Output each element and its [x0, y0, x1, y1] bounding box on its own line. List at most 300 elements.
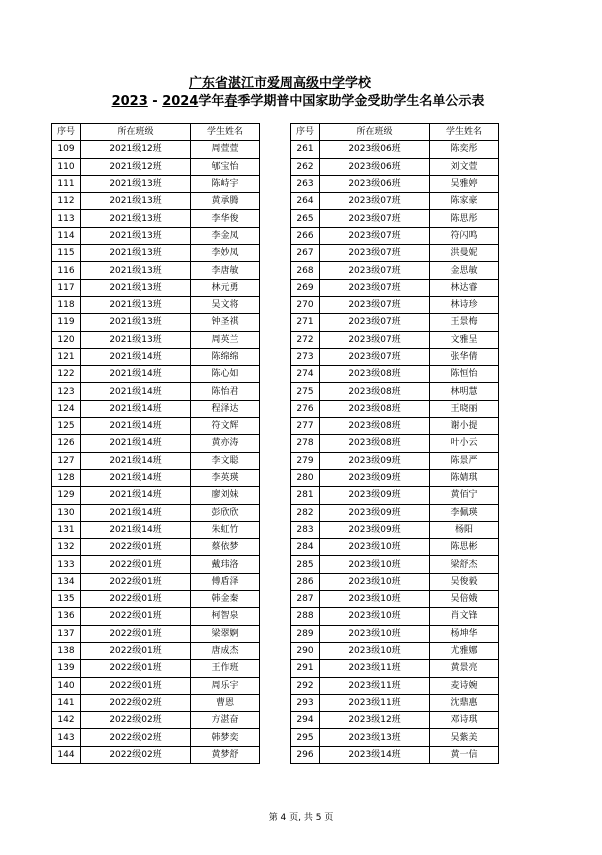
class-cell: 2023级08班 — [320, 435, 430, 452]
student-name-cell: 林元勇 — [191, 279, 260, 296]
seq-cell: 266 — [291, 227, 320, 244]
title-rest: 季学期普中国家助学金受助学生名单公示表 — [237, 94, 485, 109]
class-cell: 2021级12班 — [81, 158, 191, 175]
class-cell: 2023级07班 — [320, 296, 430, 313]
roster-table-right — [290, 123, 499, 764]
table-row — [291, 383, 499, 400]
student-name-cell: 王晓丽 — [430, 400, 499, 417]
class-cell: 2021级14班 — [81, 383, 191, 400]
seq-cell: 133 — [52, 556, 81, 573]
seq-cell: 270 — [291, 296, 320, 313]
class-cell: 2021级14班 — [81, 418, 191, 435]
student-name-cell: 朱虹竹 — [191, 521, 260, 538]
table-row — [52, 435, 260, 452]
seq-cell: 119 — [52, 314, 81, 331]
class-cell: 2023级08班 — [320, 383, 430, 400]
seq-cell: 262 — [291, 158, 320, 175]
student-name-cell: 戴玮洛 — [191, 556, 260, 573]
table-row — [52, 591, 260, 608]
table-row — [291, 694, 499, 711]
class-cell: 2021级14班 — [81, 435, 191, 452]
student-name-cell: 程泽达 — [191, 400, 260, 417]
student-name-cell: 陈峙宇 — [191, 175, 260, 192]
table-row — [291, 418, 499, 435]
class-cell: 2023级06班 — [320, 175, 430, 192]
class-cell: 2023级08班 — [320, 366, 430, 383]
class-cell: 2021级13班 — [81, 262, 191, 279]
season: 春 — [224, 94, 238, 109]
seq-cell: 120 — [52, 331, 81, 348]
seq-cell: 111 — [52, 175, 81, 192]
seq-cell: 278 — [291, 435, 320, 452]
student-name-cell: 蔡依梦 — [191, 539, 260, 556]
class-cell: 2023级10班 — [320, 573, 430, 590]
table-row — [52, 418, 260, 435]
seq-cell: 122 — [52, 366, 81, 383]
table-row — [52, 712, 260, 729]
class-cell: 2022级02班 — [81, 694, 191, 711]
table-row — [52, 210, 260, 227]
student-name-cell: 陈心如 — [191, 366, 260, 383]
class-cell: 2022级01班 — [81, 642, 191, 659]
student-name-cell: 彭欣欣 — [191, 504, 260, 521]
seq-cell: 135 — [52, 591, 81, 608]
year-start: 2023 — [111, 94, 148, 109]
table-header-row — [291, 124, 499, 141]
class-cell: 2021级14班 — [81, 469, 191, 486]
student-name-cell: 吴雅婷 — [430, 175, 499, 192]
student-name-cell: 李金凤 — [191, 227, 260, 244]
class-cell: 2022级01班 — [81, 556, 191, 573]
student-name-cell: 李华俊 — [191, 210, 260, 227]
student-name-cell: 廖刘妹 — [191, 487, 260, 504]
student-name-cell: 林达睿 — [430, 279, 499, 296]
student-name-cell: 柯智泉 — [191, 608, 260, 625]
table-row — [291, 366, 499, 383]
seq-cell: 269 — [291, 279, 320, 296]
student-name-cell: 沈鼎惠 — [430, 694, 499, 711]
seq-cell: 114 — [52, 227, 81, 244]
student-name-cell: 吴文将 — [191, 296, 260, 313]
student-name-cell: 陈婧琪 — [430, 469, 499, 486]
student-name-cell: 李妙凤 — [191, 245, 260, 262]
seq-cell: 282 — [291, 504, 320, 521]
student-name-cell: 韩金秦 — [191, 591, 260, 608]
student-name-cell: 李文聪 — [191, 452, 260, 469]
seq-cell: 296 — [291, 746, 320, 763]
class-cell: 2022级02班 — [81, 712, 191, 729]
student-name-cell: 杨坤华 — [430, 625, 499, 642]
table-row — [52, 400, 260, 417]
table-row — [52, 746, 260, 763]
table-row — [52, 521, 260, 538]
seq-cell: 125 — [52, 418, 81, 435]
seq-cell: 292 — [291, 677, 320, 694]
student-name-cell: 杨阳 — [430, 521, 499, 538]
student-name-cell: 陈景严 — [430, 452, 499, 469]
table-row — [291, 487, 499, 504]
table-row — [52, 729, 260, 746]
seq-cell: 280 — [291, 469, 320, 486]
student-name-cell: 方湛奋 — [191, 712, 260, 729]
table-row — [52, 158, 260, 175]
student-name-cell: 郇宝怡 — [191, 158, 260, 175]
seq-cell: 132 — [52, 539, 81, 556]
class-cell: 2022级01班 — [81, 591, 191, 608]
class-cell: 2021级14班 — [81, 366, 191, 383]
student-name-cell: 王景梅 — [430, 314, 499, 331]
year-end: 2024 — [162, 94, 199, 109]
seq-cell: 264 — [291, 193, 320, 210]
class-cell: 2021级13班 — [81, 331, 191, 348]
class-cell: 2021级13班 — [81, 279, 191, 296]
class-cell: 2023级07班 — [320, 227, 430, 244]
table-row — [291, 504, 499, 521]
header-seq: 序号 — [52, 124, 81, 141]
class-cell: 2021级13班 — [81, 175, 191, 192]
student-name-cell: 林明慧 — [430, 383, 499, 400]
year-dash: - — [147, 94, 163, 109]
seq-cell: 271 — [291, 314, 320, 331]
seq-cell: 281 — [291, 487, 320, 504]
header-name: 学生姓名 — [191, 124, 260, 141]
header-name: 学生姓名 — [430, 124, 499, 141]
seq-cell: 276 — [291, 400, 320, 417]
table-row — [291, 210, 499, 227]
class-cell: 2023级11班 — [320, 677, 430, 694]
seq-cell: 287 — [291, 591, 320, 608]
seq-cell: 140 — [52, 677, 81, 694]
year-word: 学年 — [198, 94, 225, 109]
class-cell: 2023级07班 — [320, 279, 430, 296]
table-row — [291, 521, 499, 538]
seq-cell: 284 — [291, 539, 320, 556]
table-row — [291, 296, 499, 313]
table-row — [52, 504, 260, 521]
seq-cell: 138 — [52, 642, 81, 659]
student-name-cell: 周英兰 — [191, 331, 260, 348]
class-cell: 2021级13班 — [81, 210, 191, 227]
class-cell: 2023级09班 — [320, 504, 430, 521]
seq-cell: 118 — [52, 296, 81, 313]
table-row — [291, 245, 499, 262]
class-cell: 2021级13班 — [81, 314, 191, 331]
table-row — [291, 227, 499, 244]
student-name-cell: 周乐宇 — [191, 677, 260, 694]
class-cell: 2023级10班 — [320, 539, 430, 556]
class-cell: 2023级09班 — [320, 469, 430, 486]
student-name-cell: 黄承腾 — [191, 193, 260, 210]
student-name-cell: 陈思彤 — [430, 210, 499, 227]
student-name-cell: 陈绵绵 — [191, 348, 260, 365]
table-row — [291, 331, 499, 348]
seq-cell: 295 — [291, 729, 320, 746]
class-cell: 2023级14班 — [320, 746, 430, 763]
class-cell: 2021级12班 — [81, 141, 191, 158]
student-name-cell: 黄亦涛 — [191, 435, 260, 452]
seq-cell: 268 — [291, 262, 320, 279]
student-name-cell: 韩梦奕 — [191, 729, 260, 746]
class-cell: 2023级08班 — [320, 400, 430, 417]
seq-cell: 139 — [52, 660, 81, 677]
table-row — [291, 314, 499, 331]
class-cell: 2023级07班 — [320, 193, 430, 210]
table-row — [52, 262, 260, 279]
class-cell: 2021级14班 — [81, 348, 191, 365]
class-cell: 2021级14班 — [81, 487, 191, 504]
table-row — [291, 141, 499, 158]
table-row — [52, 193, 260, 210]
seq-cell: 142 — [52, 712, 81, 729]
class-cell: 2023级07班 — [320, 210, 430, 227]
table-row — [52, 539, 260, 556]
table-row — [291, 591, 499, 608]
table-row — [52, 573, 260, 590]
header-class: 所在班级 — [81, 124, 191, 141]
class-cell: 2021级14班 — [81, 504, 191, 521]
seq-cell: 137 — [52, 625, 81, 642]
table-row — [52, 469, 260, 486]
student-name-cell: 张华倩 — [430, 348, 499, 365]
table-row — [291, 539, 499, 556]
table-row — [52, 314, 260, 331]
table-row — [52, 366, 260, 383]
school-suffix: 学校 — [345, 76, 372, 91]
class-cell: 2022级02班 — [81, 729, 191, 746]
class-cell: 2023级09班 — [320, 452, 430, 469]
class-cell: 2023级11班 — [320, 694, 430, 711]
seq-cell: 279 — [291, 452, 320, 469]
student-name-cell: 王作班 — [191, 660, 260, 677]
student-name-cell: 邓诗琪 — [430, 712, 499, 729]
seq-cell: 275 — [291, 383, 320, 400]
student-name-cell: 梁翠婀 — [191, 625, 260, 642]
student-name-cell: 吴倍娥 — [430, 591, 499, 608]
student-name-cell: 傅盾泽 — [191, 573, 260, 590]
seq-cell: 134 — [52, 573, 81, 590]
student-name-cell: 曹恩 — [191, 694, 260, 711]
table-row — [52, 348, 260, 365]
table-row — [52, 279, 260, 296]
seq-cell: 129 — [52, 487, 81, 504]
class-cell: 2022级01班 — [81, 573, 191, 590]
school-name: 爱周高级中学 — [267, 76, 346, 91]
class-cell: 2023级12班 — [320, 712, 430, 729]
seq-cell: 123 — [52, 383, 81, 400]
class-cell: 2023级10班 — [320, 608, 430, 625]
student-name-cell: 文雅呈 — [430, 331, 499, 348]
student-name-cell: 麦诗婉 — [430, 677, 499, 694]
roster-table-left — [51, 123, 260, 764]
table-row — [291, 435, 499, 452]
table-row — [291, 729, 499, 746]
seq-cell: 277 — [291, 418, 320, 435]
class-cell: 2023级13班 — [320, 729, 430, 746]
table-row — [291, 279, 499, 296]
table-row — [291, 746, 499, 763]
student-name-cell: 吴俊毅 — [430, 573, 499, 590]
seq-cell: 283 — [291, 521, 320, 538]
class-cell: 2023级10班 — [320, 642, 430, 659]
table-row — [52, 245, 260, 262]
class-cell: 2023级09班 — [320, 521, 430, 538]
seq-cell: 274 — [291, 366, 320, 383]
seq-cell: 126 — [52, 435, 81, 452]
table-row — [52, 227, 260, 244]
class-cell: 2021级14班 — [81, 521, 191, 538]
seq-cell: 293 — [291, 694, 320, 711]
student-name-cell: 钟圣祺 — [191, 314, 260, 331]
student-name-cell: 谢小提 — [430, 418, 499, 435]
table-row — [52, 452, 260, 469]
class-cell: 2023级07班 — [320, 314, 430, 331]
table-row — [291, 262, 499, 279]
seq-cell: 261 — [291, 141, 320, 158]
student-name-cell: 陈家豪 — [430, 193, 499, 210]
class-cell: 2023级07班 — [320, 245, 430, 262]
class-cell: 2022级01班 — [81, 677, 191, 694]
class-cell: 2023级06班 — [320, 158, 430, 175]
seq-cell: 116 — [52, 262, 81, 279]
student-name-cell: 黄景亮 — [430, 660, 499, 677]
seq-cell: 136 — [52, 608, 81, 625]
student-name-cell: 刘文萱 — [430, 158, 499, 175]
table-row — [291, 660, 499, 677]
seq-cell: 294 — [291, 712, 320, 729]
table-row — [52, 175, 260, 192]
student-name-cell: 陈奕彤 — [430, 141, 499, 158]
table-row — [52, 383, 260, 400]
seq-cell: 267 — [291, 245, 320, 262]
table-row — [291, 193, 499, 210]
seq-cell: 272 — [291, 331, 320, 348]
table-row — [52, 556, 260, 573]
student-name-cell: 周萱萱 — [191, 141, 260, 158]
table-row — [52, 694, 260, 711]
document-title-line-1 — [150, 72, 410, 91]
seq-cell: 117 — [52, 279, 81, 296]
student-name-cell: 陈思彬 — [430, 539, 499, 556]
seq-cell: 285 — [291, 556, 320, 573]
seq-cell: 144 — [52, 746, 81, 763]
table-row — [291, 573, 499, 590]
class-cell: 2021级13班 — [81, 227, 191, 244]
seq-cell: 112 — [52, 193, 81, 210]
table-row — [291, 175, 499, 192]
seq-cell: 131 — [52, 521, 81, 538]
student-name-cell: 叶小云 — [430, 435, 499, 452]
class-cell: 2022级01班 — [81, 625, 191, 642]
table-row — [52, 331, 260, 348]
table-header-row — [52, 124, 260, 141]
class-cell: 2023级06班 — [320, 141, 430, 158]
class-cell: 2021级14班 — [81, 452, 191, 469]
city-name: 湛江市 — [227, 76, 267, 91]
seq-cell: 289 — [291, 625, 320, 642]
seq-cell: 286 — [291, 573, 320, 590]
table-row — [291, 452, 499, 469]
table-row — [52, 660, 260, 677]
student-name-cell: 林诗珍 — [430, 296, 499, 313]
seq-cell: 121 — [52, 348, 81, 365]
seq-cell: 291 — [291, 660, 320, 677]
seq-cell: 115 — [52, 245, 81, 262]
table-row — [52, 487, 260, 504]
student-name-cell: 吴紫美 — [430, 729, 499, 746]
class-cell: 2023级10班 — [320, 591, 430, 608]
seq-cell: 113 — [52, 210, 81, 227]
table-row — [291, 608, 499, 625]
table-row — [52, 677, 260, 694]
student-name-cell: 李佩瑛 — [430, 504, 499, 521]
student-name-cell: 陈怡君 — [191, 383, 260, 400]
class-cell: 2021级13班 — [81, 245, 191, 262]
table-row — [52, 141, 260, 158]
student-name-cell: 金思敏 — [430, 262, 499, 279]
table-row — [291, 642, 499, 659]
header-seq: 序号 — [291, 124, 320, 141]
province-name: 广东省 — [188, 76, 228, 91]
table-row — [52, 296, 260, 313]
seq-cell: 110 — [52, 158, 81, 175]
table-row — [52, 625, 260, 642]
table-row — [291, 158, 499, 175]
table-row — [291, 556, 499, 573]
seq-cell: 263 — [291, 175, 320, 192]
table-row — [291, 348, 499, 365]
seq-cell: 128 — [52, 469, 81, 486]
class-cell: 2022级02班 — [81, 746, 191, 763]
class-cell: 2021级14班 — [81, 400, 191, 417]
student-name-cell: 黄一信 — [430, 746, 499, 763]
class-cell: 2021级13班 — [81, 193, 191, 210]
seq-cell: 124 — [52, 400, 81, 417]
class-cell: 2023级10班 — [320, 556, 430, 573]
seq-cell: 288 — [291, 608, 320, 625]
student-name-cell: 黄梦舒 — [191, 746, 260, 763]
student-name-cell: 洪曼妮 — [430, 245, 499, 262]
table-row — [291, 712, 499, 729]
seq-cell: 290 — [291, 642, 320, 659]
class-cell: 2021级13班 — [81, 296, 191, 313]
class-cell: 2023级11班 — [320, 660, 430, 677]
student-name-cell: 符文辉 — [191, 418, 260, 435]
class-cell: 2023级07班 — [320, 262, 430, 279]
seq-cell: 143 — [52, 729, 81, 746]
student-name-cell: 肖文锋 — [430, 608, 499, 625]
student-name-cell: 陈恒怡 — [430, 366, 499, 383]
class-cell: 2023级08班 — [320, 418, 430, 435]
seq-cell: 265 — [291, 210, 320, 227]
seq-cell: 141 — [52, 694, 81, 711]
seq-cell: 127 — [52, 452, 81, 469]
class-cell: 2022级01班 — [81, 539, 191, 556]
table-row — [291, 625, 499, 642]
student-name-cell: 梁舒杰 — [430, 556, 499, 573]
class-cell: 2023级10班 — [320, 625, 430, 642]
class-cell: 2022级01班 — [81, 608, 191, 625]
class-cell: 2023级07班 — [320, 348, 430, 365]
student-name-cell: 黄佰宁 — [430, 487, 499, 504]
table-row — [52, 608, 260, 625]
seq-cell: 109 — [52, 141, 81, 158]
student-name-cell: 李英瑛 — [191, 469, 260, 486]
class-cell: 2022级01班 — [81, 660, 191, 677]
class-cell: 2023级09班 — [320, 487, 430, 504]
header-class: 所在班级 — [320, 124, 430, 141]
page-footer: 第 4 页, 共 5 页 — [268, 813, 334, 823]
student-name-cell: 符闪鸣 — [430, 227, 499, 244]
